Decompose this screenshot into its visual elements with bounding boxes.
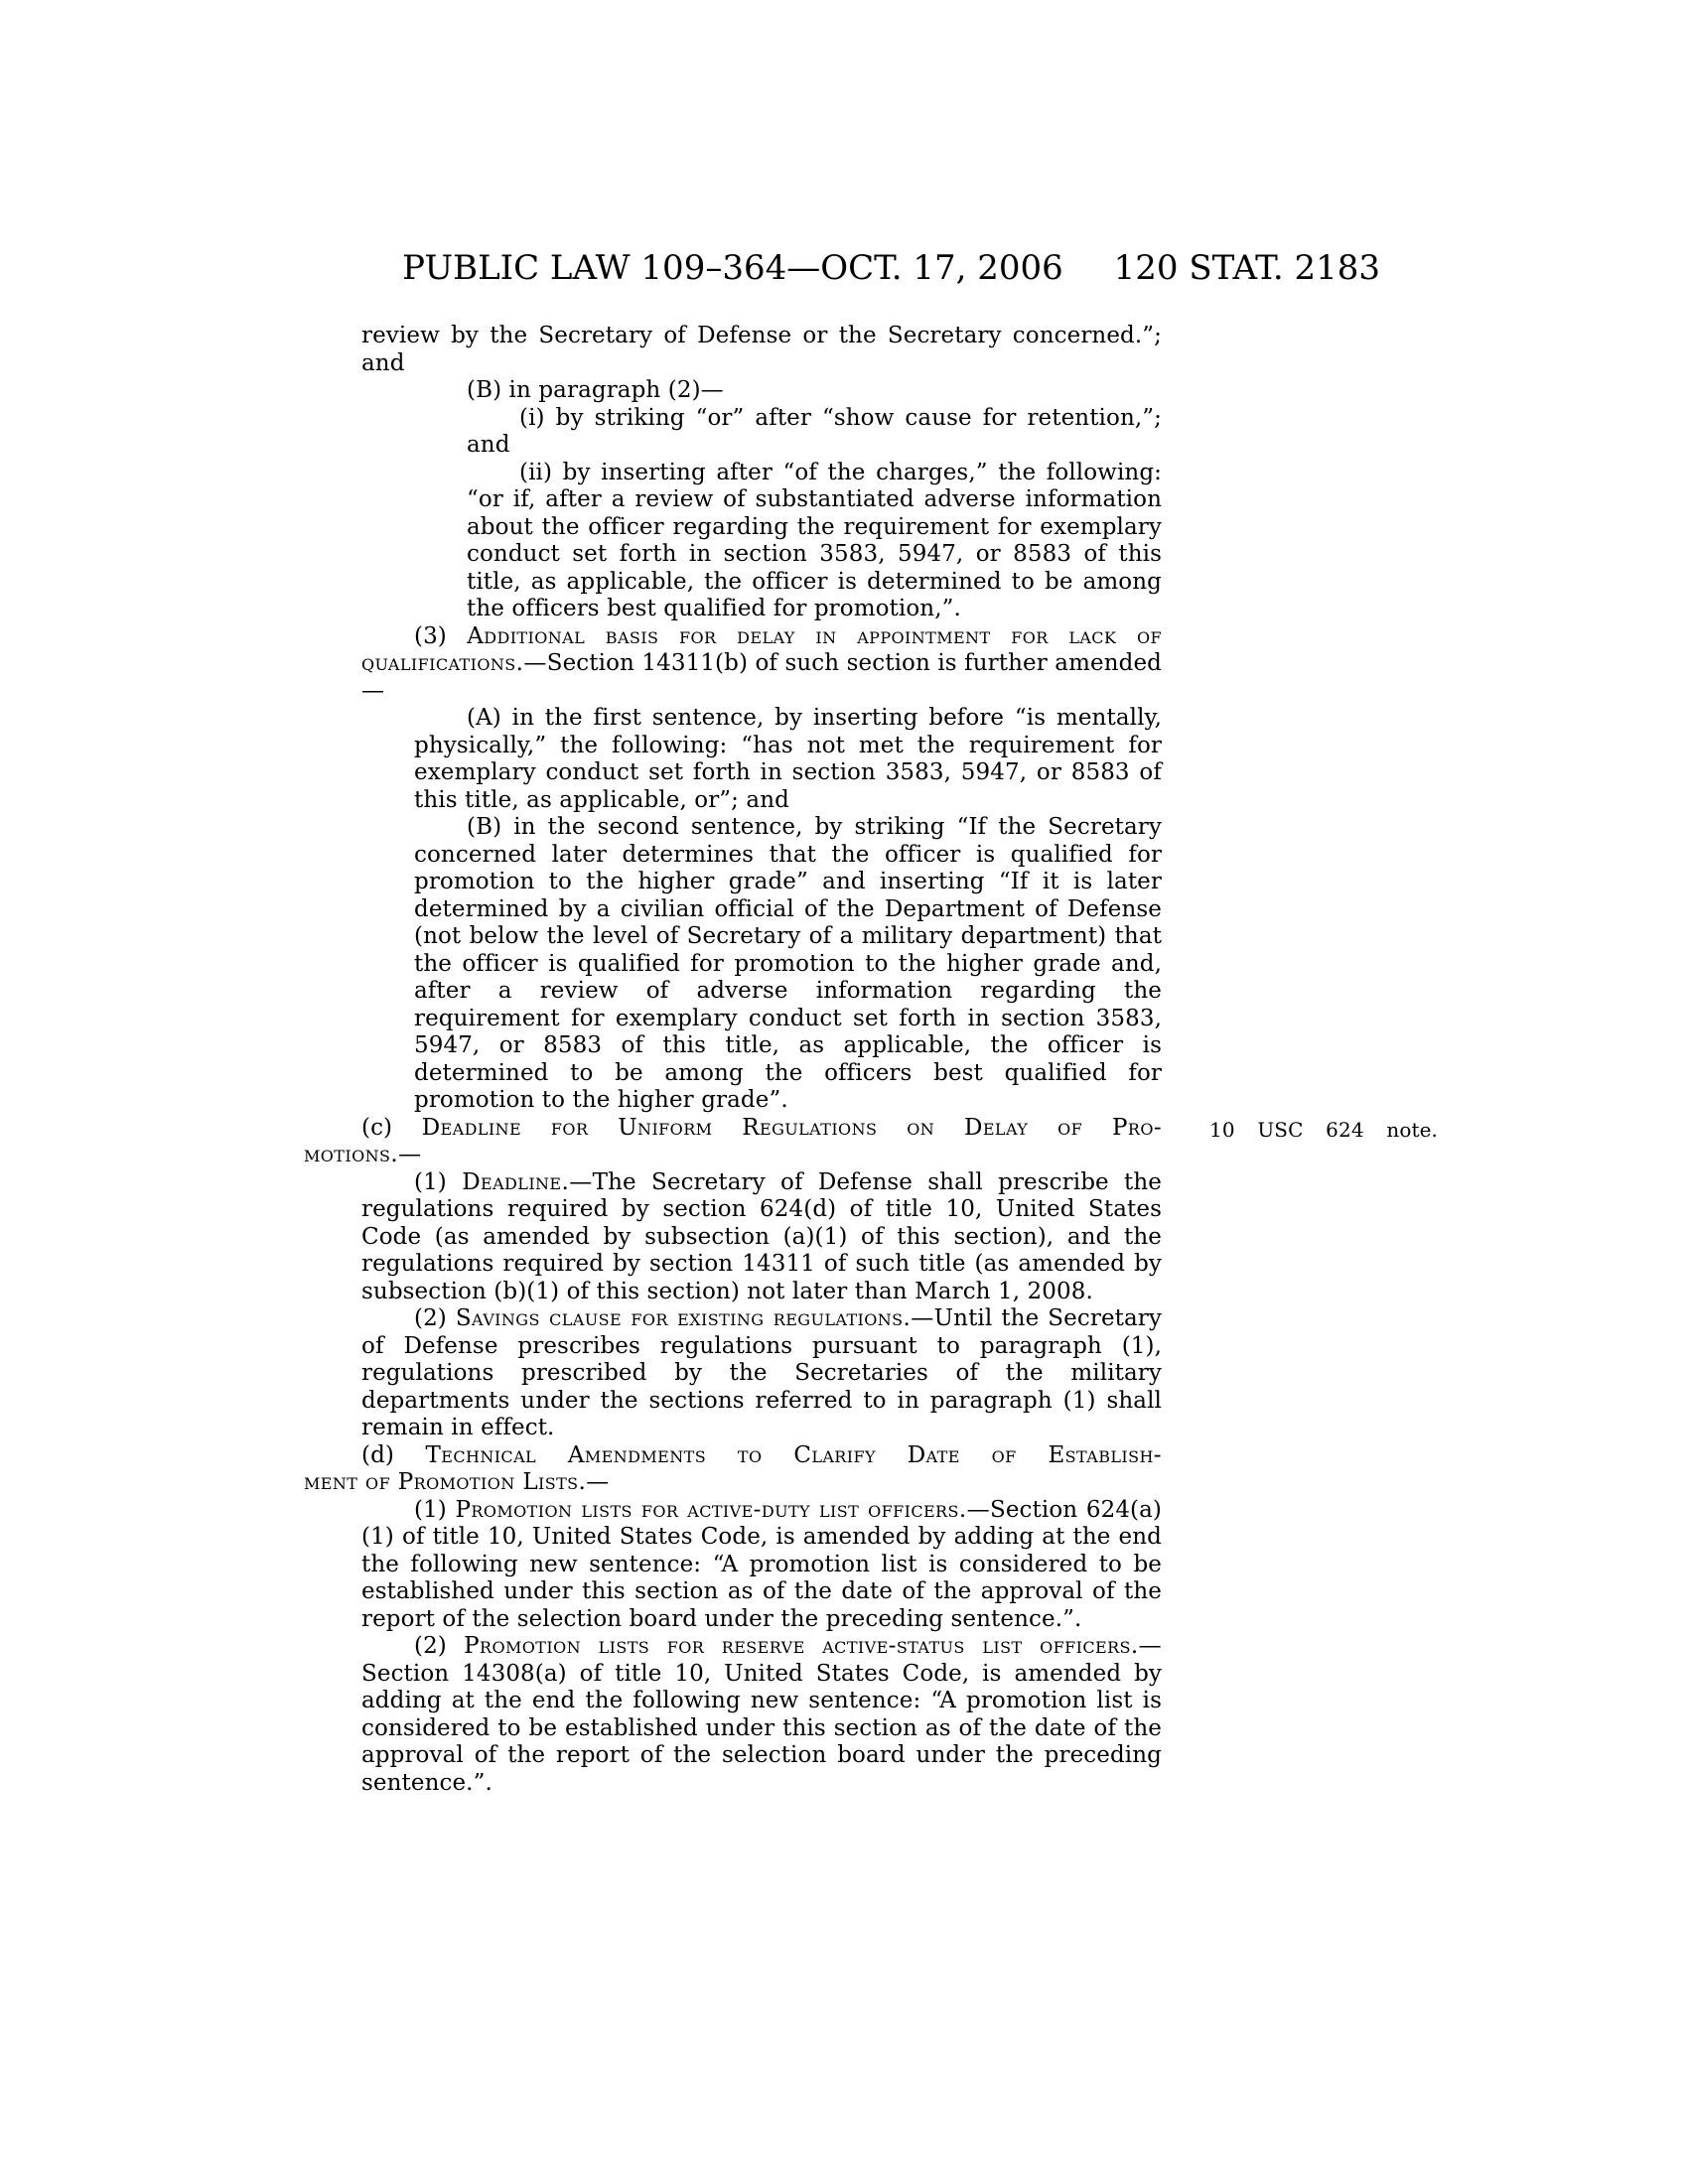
statute-text: review by the Secretary of Defense or the Secretary concerned.”; and	[361, 323, 1162, 376]
statute-text: (i) by striking “or” after “show cause for retention,”; and	[467, 404, 1162, 458]
section-heading-text: Savings clause for existing regulations.—	[455, 1305, 934, 1331]
subparagraph-B-second-sentence	[304, 814, 1162, 1115]
statute-text: (3)	[414, 622, 468, 649]
subsection-c-heading-line2	[304, 1142, 1162, 1169]
section-heading-text: Additional basis for delay in appointment for lack of qualifications.—	[361, 622, 1162, 676]
statute-text: (c)	[361, 1114, 422, 1141]
section-heading-text: motions.—	[304, 1142, 422, 1167]
page-header	[0, 246, 1688, 294]
statute-text: (2)	[414, 1633, 465, 1659]
paragraph-3-additional-basis	[304, 623, 1162, 706]
subparagraph-B-paragraph-2	[304, 377, 1162, 405]
section-heading-text: Deadline for Uniform Regulations on Delay of Pro-	[421, 1114, 1163, 1141]
statute-text: (ii) by inserting after “of the charges,” the following: “or if, after a review of substantiated adverse information about the officer regarding the requirement for exemplary conduct set forth in section 3583, 5947, or 8583 of this title, as applicable, the officer is determined to be among the officers best qualified for promotion,”.	[467, 459, 1162, 621]
header-law-title: PUBLIC LAW 109–364—OCT. 17, 2006	[402, 248, 1063, 288]
subsection-d-heading-line1	[304, 1442, 1162, 1470]
statute-text: (1)	[414, 1496, 456, 1523]
subsection-c-heading-line1	[304, 1114, 1438, 1143]
margin-note: 10 USC 624 note.	[1209, 1117, 1438, 1142]
statute-text: (B) in paragraph (2)—	[467, 377, 724, 403]
statute-text: Until the Secretary of Defense prescribes regulations pursuant to paragraph (1), regulations prescribed by the Secretaries of the military departments under the sections referred to in paragraph (1) shall remain in effect.	[361, 1305, 1162, 1440]
paragraph-2-savings-clause	[304, 1305, 1162, 1442]
section-heading-text: Deadline.—	[462, 1168, 593, 1195]
statute-text: (B) in the second sentence, by striking “If the Secretary concerned later determines that the officer is qualified for promotion to the higher grade” and inserting “If it is later determined by a civilian official of the Department of Defense (not below the level of Secretary of a military department) that the officer is qualified for promotion to the higher grade and, after a review of adverse information regarding the requirement for exemplary conduct set forth in section 3583, 5947, or 8583 of this title, as applicable, the officer is determined to be among the officers best qualified for promotion to the higher grade”.	[414, 814, 1162, 1113]
statute-text: Section 624(a)(1) of title 10, United States Code, is amended by adding at the end the following new sentence: “A promotion list is considered to be established under this section as of the date of the approval of the report of the selection board under the preceding sentence.”.	[361, 1496, 1163, 1632]
section-heading-text: Promotion lists for active-duty list officers.—	[455, 1496, 990, 1523]
subparagraph-A-first-sentence	[304, 705, 1162, 814]
paragraph-2-promotion-lists-reserve	[304, 1633, 1162, 1797]
header-stat-page: 120 STAT. 2183	[1113, 248, 1380, 288]
statute-text: (1)	[414, 1168, 463, 1195]
statute-text: The Secretary of Defense shall prescribe the regulations required by section 624(d) of title 10, United States Code (as amended by subsection (a)(1) of this section), and the regulations required by section 14311 of such title (as amended by subsection (b)(1) of this section) not later than March 1, 2008.	[361, 1168, 1162, 1304]
clause-ii	[304, 460, 1162, 623]
section-heading-text: Promotion lists for reserve active-status list officers.—	[464, 1633, 1163, 1659]
statute-text: (A) in the first sentence, by inserting before “is mentally, physically,” the following: “has not met the requirement for exemplary conduct set forth in section 3583, 5947, or 8583 of this title, as applicable, or”; and	[414, 705, 1162, 813]
paragraph-1-promotion-lists-active-duty	[304, 1497, 1162, 1634]
statute-text: (d)	[361, 1441, 426, 1468]
section-heading-text: Technical Amendments to Clarify Date of Establish-	[425, 1441, 1162, 1468]
statute-text: Section 14311(b) of such section is further amended—	[361, 650, 1162, 704]
text-column	[304, 323, 1438, 1797]
paragraph-1-deadline	[304, 1169, 1162, 1306]
statute-text: Section 14308(a) of title 10, United States Code, is amended by adding at the end the following new sentence: “A promotion list is considered to be established under this section as of the date of the approval of the report of the selection board under the preceding sentence.”.	[361, 1660, 1162, 1796]
clause-i	[304, 405, 1162, 460]
runover-paragraph	[304, 323, 1162, 377]
subsection-d-heading-line2	[304, 1469, 1162, 1497]
statute-text: (2)	[414, 1305, 456, 1331]
section-heading-text: ment of Promotion Lists.—	[304, 1469, 610, 1495]
